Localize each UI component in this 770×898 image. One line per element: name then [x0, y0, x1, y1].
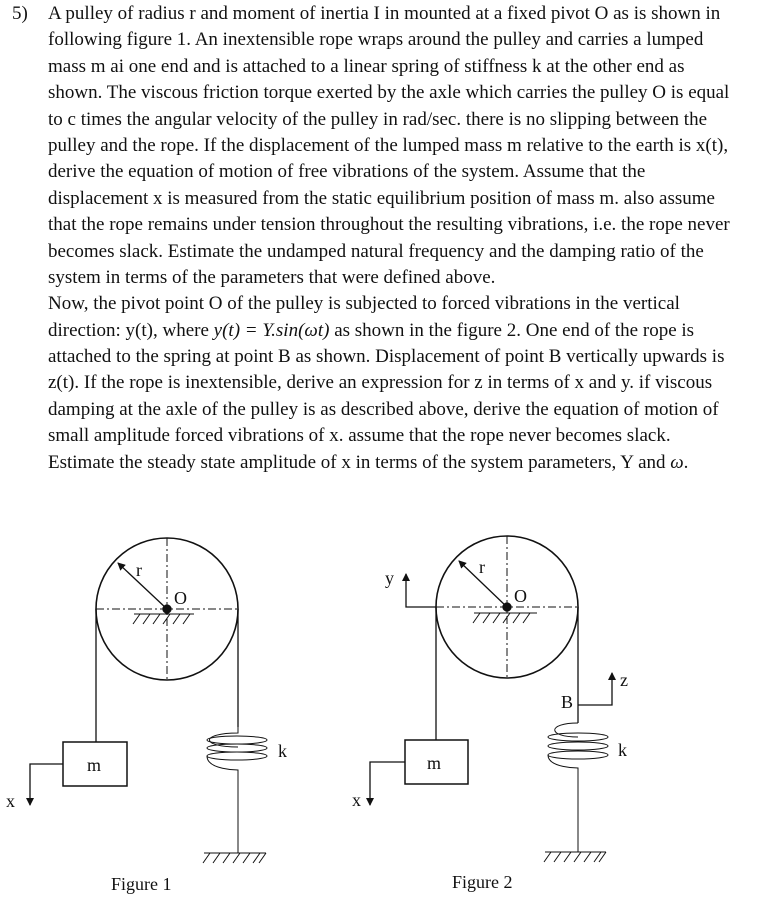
text-line: z(t). If the rope is inextensible, derive an expression for z in terms of x and y. if viscous — [48, 372, 713, 394]
label-O: O — [174, 588, 187, 608]
text-segment: as shown in the figure 2. One end of the rope is — [329, 319, 695, 341]
text-line: displacement x is measured from the static equilibrium position of mass m. also assume — [48, 187, 715, 209]
ground-hatch — [544, 852, 606, 862]
x-displacement-arrow — [30, 764, 63, 805]
text-line: becomes slack. Estimate the undamped natural frequency and the damping ratio of the — [48, 240, 704, 262]
text-line: mass m ai one end and is attached to a linear spring of stiffness k at the other end as — [48, 55, 685, 77]
text-line: shown. The viscous friction torque exerted by the axle which carries the pulley O is equal — [48, 82, 730, 104]
text-line: that the rope remains under tension throughout the resulting vibrations, i.e. the rope never — [48, 214, 730, 236]
ground-hatch — [203, 853, 266, 863]
text-line: damping at the axle of the pulley is as described above, derive the equation of motion of — [48, 398, 719, 420]
label-k: k — [618, 740, 627, 760]
text-line: small amplitude forced vibrations of x. assume that the rope never becomes slack. — [48, 425, 671, 447]
y-displacement-arrow — [406, 574, 436, 607]
x-displacement-arrow — [370, 762, 405, 805]
problem-number: 5) — [12, 3, 28, 24]
text-line: A pulley of radius r and moment of inertia I in mounted at a fixed pivot O as is shown in — [48, 3, 721, 24]
figure-1-caption: Figure 1 — [111, 874, 172, 894]
label-k: k — [278, 741, 287, 761]
label-x: x — [6, 791, 15, 811]
label-z: z — [620, 670, 628, 690]
figure-1-labels — [6, 560, 287, 894]
label-m: m — [87, 755, 102, 775]
spring — [548, 723, 608, 852]
label-m: m — [427, 753, 442, 773]
pivot-ground-hatch — [133, 614, 194, 624]
text-segment: direction: y(t), where — [48, 319, 214, 341]
text-segment: Estimate the steady state amplitude of x in terms of the system parameters, Y and — [48, 451, 671, 473]
text-line: attached to the spring at point B as shown. Displacement of point B vertically upwards is — [48, 346, 725, 368]
omega-symbol: ω — [670, 451, 684, 473]
label-O: O — [514, 586, 527, 606]
figure-2 — [370, 536, 612, 862]
spring — [207, 727, 267, 853]
label-r: r — [479, 557, 485, 577]
radius-arrow — [118, 563, 167, 609]
label-B: B — [561, 692, 574, 712]
text-line: Now, the pivot point O of the pulley is subjected to forced vibrations in the vertical — [48, 293, 680, 315]
text-line: derive the equation of motion of free vibrations of the system. Assume that the — [48, 161, 646, 183]
text-line: pulley and the rope. If the displacement of the lumped mass m relative to the earth is x(t), — [48, 134, 729, 156]
figure-1 — [30, 538, 267, 863]
text-line: to c times the angular velocity of the pulley in rad/sec. there is no slipping between the — [48, 108, 708, 130]
text-line: system in terms of the parameters that were defined above. — [48, 266, 496, 288]
forcing-equation: y(t) = Y.sin(ωt) — [213, 319, 330, 341]
z-displacement-arrow — [578, 673, 612, 705]
pivot-ground-hatch — [473, 613, 537, 623]
text-line: following figure 1. An inextensible rope wraps around the pulley and carries a lumped — [48, 29, 704, 51]
text-segment: . — [683, 451, 689, 473]
figure-2-caption: Figure 2 — [452, 872, 513, 892]
label-y: y — [385, 568, 394, 588]
label-x: x — [352, 790, 361, 810]
label-r: r — [136, 560, 142, 580]
